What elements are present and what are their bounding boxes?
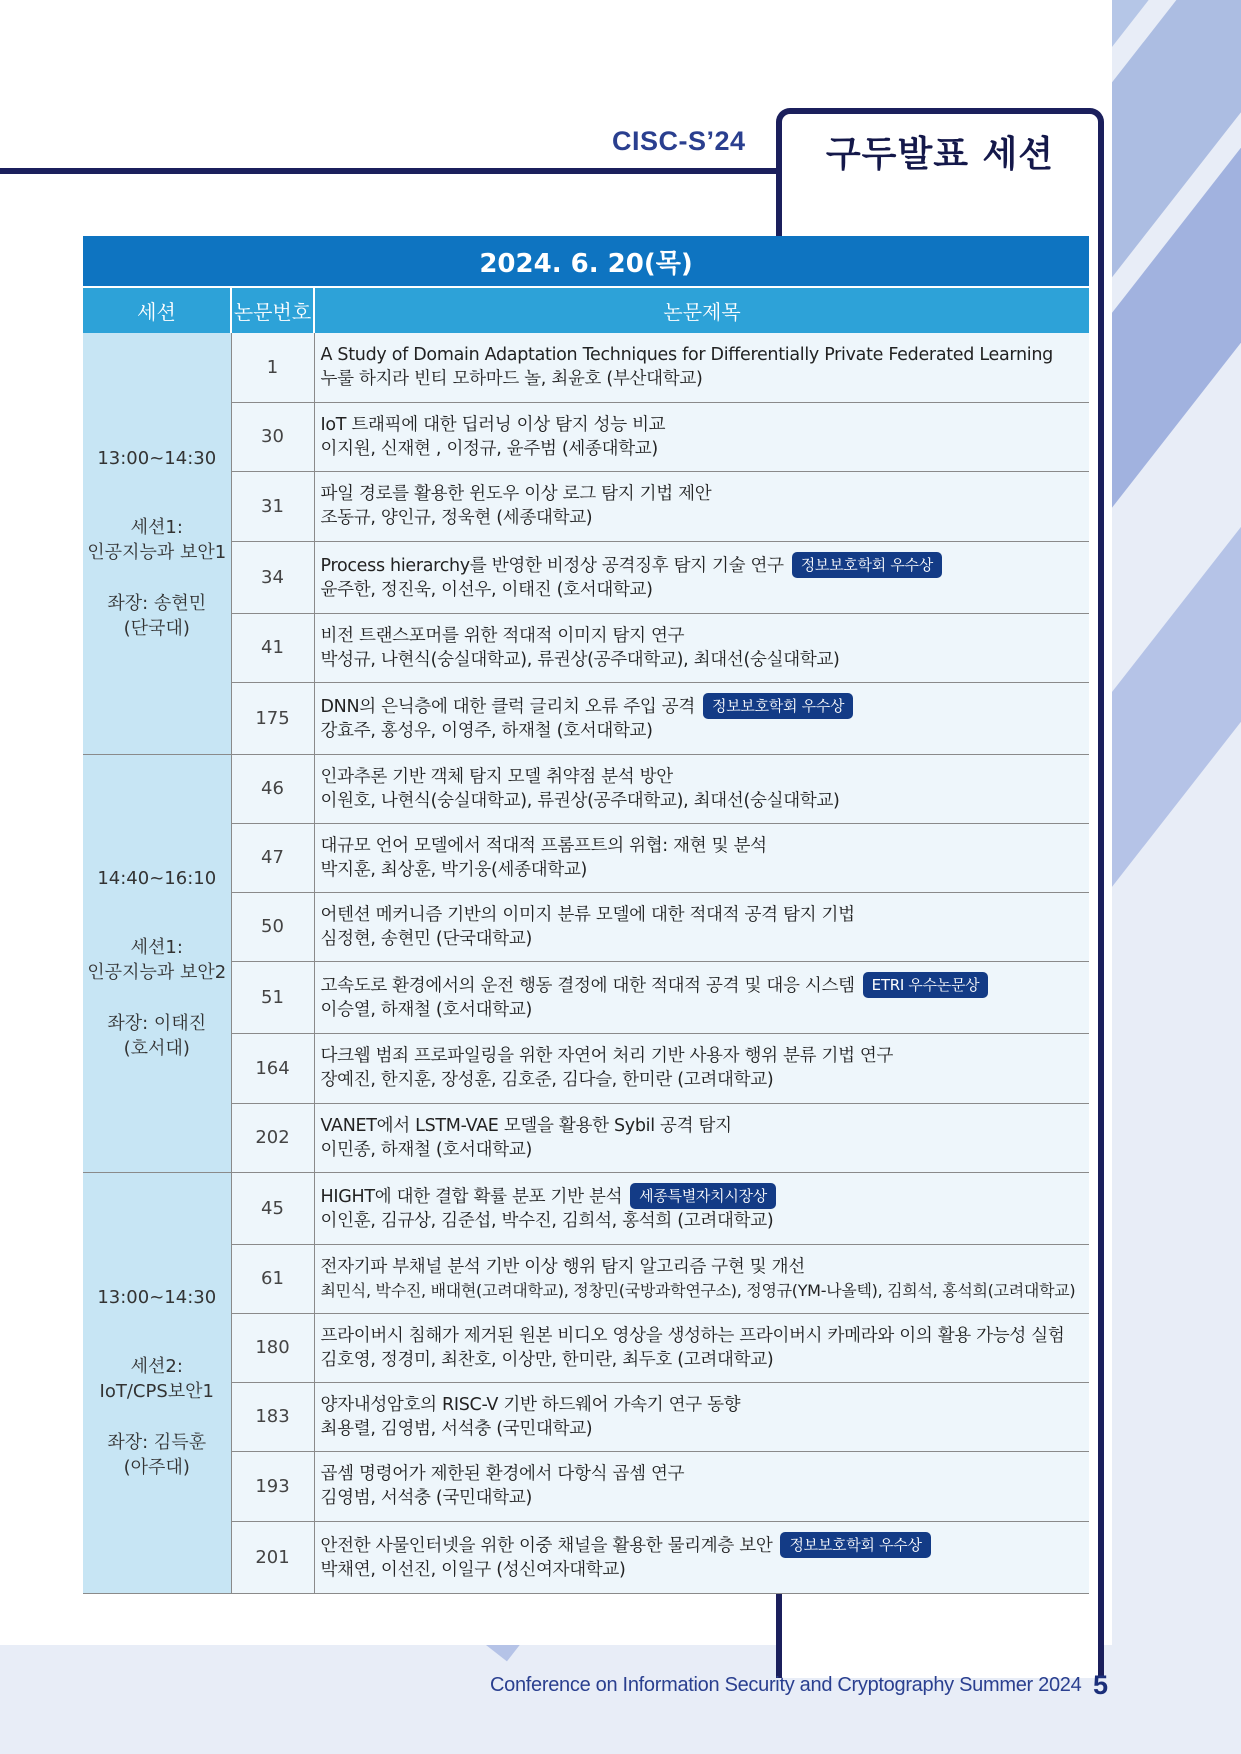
paper-number: 31 [231,471,314,541]
paper-title: 파일 경로를 활용한 윈도우 이상 로그 탐지 기법 제안 [320,484,712,504]
paper-cell [314,892,1089,961]
paper-number: 183 [231,1382,314,1451]
column-header-row [83,287,1089,333]
paper-authors: 박채연, 이선진, 이일구 (성신여자대학교) [320,1560,626,1580]
session-chair-line2: (아주대) [123,1457,190,1478]
paper-title: A Study of Domain Adaptation Techniques for Differentially Private Federated Learning [320,345,1053,366]
paper-number: 175 [231,682,314,754]
paper-number: 180 [231,1313,314,1382]
conference-short-title: CISC-S’24 [612,126,746,156]
paper-title: 대규모 언어 모델에서 적대적 프롬프트의 위협: 재현 및 분석 [320,835,767,856]
footer-conference-name: Conference on Information Security and Cryptography Summer 2024 [490,1674,1082,1696]
column-header-session: 세션 [83,287,231,333]
paper-title: 고속도로 환경에서의 운전 행동 결정에 대한 적대적 공격 및 대응 시스템 [320,976,855,996]
paper-title-line [321,903,1090,927]
paper-title-line [321,693,1090,719]
paper-authors: 심정현, 송현민 (단국대학교) [320,928,532,949]
paper-number: 202 [231,1103,314,1172]
table-row [83,402,1089,471]
paper-cell [314,754,1089,823]
paper-title-line [321,343,1090,367]
schedule-body [83,333,1089,1593]
paper-title-line [321,1393,1090,1417]
paper-cell [314,333,1089,402]
paper-title: 다크웹 범죄 프로파일링을 위한 자연어 처리 기반 사용자 행위 분류 기법 연구 [320,1046,894,1066]
paper-title: IoT 트래픽에 대한 딥러닝 이상 탐지 성능 비교 [320,414,666,435]
session-chair-line1: 좌장: 김득훈 [107,1432,207,1453]
award-badge: 정보보호학회 우수상 [703,693,853,719]
session-time: 13:00~14:30 [97,1287,217,1308]
paper-title-line [321,482,1090,506]
paper-cell [314,1451,1089,1521]
paper-authors: 이인훈, 김규상, 김준섭, 박수진, 김희석, 홍석희 (고려대학교) [320,1211,774,1231]
table-row [83,471,1089,541]
paper-authors: 최민식, 박수진, 배대현(고려대학교), 정창민(국방과학연구소), 정영규(YM-나올텍), 김희석, 홍석희(고려대학교) [320,1280,1076,1300]
paper-authors: 이승열, 하재철 (호서대학교) [320,1000,532,1020]
paper-title: 인과추론 기반 객체 탐지 모델 취약점 분석 방안 [320,766,673,787]
session-cell [83,1172,231,1593]
paper-title: 프라이버시 침해가 제거된 원본 비디오 영상을 생성하는 프라이버시 카메라와 이의 활용 가능성 실험 [320,1325,1065,1346]
column-header-paper-title: 논문제목 [314,287,1089,333]
table-row [83,961,1089,1033]
paper-title: 비전 트랜스포머를 위한 적대적 이미지 탐지 연구 [320,625,685,646]
paper-cell [314,682,1089,754]
paper-title: HIGHT에 대한 결합 확률 분포 기반 분석 [320,1187,623,1207]
session-chair-line2: (호서대) [123,1037,190,1059]
session-cell [83,333,231,754]
paper-authors: 누룰 하지라 빈티 모하마드 놀, 최윤호 (부산대학교) [320,369,703,390]
session-chair-line1: 좌장: 이태진 [107,1012,207,1034]
paper-title: Process hierarchy를 반영한 비정상 공격징후 탐지 기술 연구 [320,556,784,576]
table-row [83,1103,1089,1172]
paper-title-line [321,1255,1090,1279]
paper-cell [314,1382,1089,1451]
page-header [0,0,1241,200]
paper-cell [314,402,1089,471]
paper-title-line [321,1183,1090,1209]
schedule-date: 2024. 6. 20(목) [83,236,1089,287]
award-badge: 정보보호학회 우수상 [792,552,942,578]
paper-title-line [321,1532,1090,1558]
paper-number: 47 [231,823,314,892]
paper-cell [314,1244,1089,1313]
paper-title: 양자내성암호의 RISC-V 기반 하드웨어 가속기 연구 동향 [320,1394,741,1415]
table-row [83,541,1089,613]
session-name-line1: 세션1: [130,936,183,958]
paper-title-line [321,1462,1090,1486]
table-row [83,1451,1089,1521]
paper-number: 45 [231,1172,314,1244]
table-row [83,1521,1089,1593]
paper-cell [314,541,1089,613]
paper-authors: 김호영, 정경미, 최찬호, 이상만, 한미란, 최두호 (고려대학교) [320,1349,774,1370]
session-chair-line1: 좌장: 송현민 [107,592,207,614]
paper-cell [314,1521,1089,1593]
session-name-line2: 인공지능과 보안2 [87,961,227,983]
paper-cell [314,961,1089,1033]
paper-cell [314,1313,1089,1382]
table-row [83,823,1089,892]
session-chair-line2: (단국대) [123,617,190,639]
paper-authors: 박지훈, 최상훈, 박기웅(세종대학교) [320,859,588,880]
table-row [83,613,1089,682]
schedule-table [83,236,1089,1594]
paper-title-line [321,972,1090,998]
paper-title-line [321,624,1090,648]
paper-number: 201 [231,1521,314,1593]
table-row [83,1313,1089,1382]
paper-authors: 장예진, 한지훈, 장성훈, 김호준, 김다슬, 한미란 (고려대학교) [320,1070,774,1090]
paper-number: 51 [231,961,314,1033]
column-header-paper-number: 논문번호 [231,287,314,333]
session-name-line1: 세션2: [130,1356,183,1377]
session-time: 14:40~16:10 [97,867,217,889]
table-row [83,1033,1089,1103]
paper-authors: 박성규, 나현식(숭실대학교), 류권상(공주대학교), 최대선(숭실대학교) [320,649,840,670]
paper-title: 전자기파 부채널 분석 기반 이상 행위 탐지 알고리즘 구현 및 개선 [320,1256,805,1277]
paper-number: 1 [231,333,314,402]
paper-title-line [321,413,1090,437]
award-badge: ETRI 우수논문상 [863,972,989,998]
paper-title: 안전한 사물인터넷을 위한 이중 채널을 활용한 물리계층 보안 [320,1536,773,1556]
paper-title-line [321,1044,1090,1068]
table-row [83,1172,1089,1244]
table-row [83,333,1089,402]
header-rule [0,168,780,174]
paper-title-line [321,834,1090,858]
paper-cell [314,613,1089,682]
paper-number: 41 [231,613,314,682]
paper-cell [314,823,1089,892]
paper-title-line [321,552,1090,578]
paper-title-line [321,1114,1090,1138]
paper-number: 61 [231,1244,314,1313]
paper-cell [314,1103,1089,1172]
session-time: 13:00~14:30 [97,447,217,469]
session-cell [83,754,231,1172]
paper-authors: 최용렬, 김영범, 서석충 (국민대학교) [320,1418,593,1439]
session-name-line2: 인공지능과 보안1 [87,541,227,563]
paper-authors: 조동규, 양인규, 정욱현 (세종대학교) [320,508,593,528]
paper-cell [314,1172,1089,1244]
paper-cell [314,1033,1089,1103]
table-row [83,754,1089,823]
table-row [83,682,1089,754]
paper-authors: 이원호, 나현식(숭실대학교), 류권상(공주대학교), 최대선(숭실대학교) [320,790,840,811]
paper-number: 193 [231,1451,314,1521]
paper-authors: 강효주, 홍성우, 이영주, 하재철 (호서대학교) [320,721,653,741]
paper-number: 34 [231,541,314,613]
paper-authors: 김영범, 서석충 (국민대학교) [320,1488,532,1508]
paper-title-line [321,1324,1090,1348]
section-title: 구두발표 세션 [825,134,1055,175]
session-name-line2: IoT/CPS보안1 [99,1381,214,1402]
paper-title: 곱셈 명령어가 제한된 환경에서 다항식 곱셈 연구 [320,1464,685,1484]
paper-title-line [321,765,1090,789]
paper-title: DNN의 은닉층에 대한 클럭 글리치 오류 주입 공격 [320,697,695,717]
paper-title: 어텐션 메커니즘 기반의 이미지 분류 모델에 대한 적대적 공격 탐지 기법 [320,904,855,925]
table-row [83,892,1089,961]
page-number: 5 [1093,1670,1109,1700]
table-row [83,1244,1089,1313]
paper-cell [314,471,1089,541]
award-badge: 정보보호학회 우수상 [780,1532,930,1558]
paper-authors: 이지원, 신재현 , 이정규, 윤주범 (세종대학교) [320,438,658,459]
paper-number: 164 [231,1033,314,1103]
award-badge: 세종특별자치시장상 [630,1183,776,1209]
table-row [83,1382,1089,1451]
paper-authors: 윤주한, 정진욱, 이선우, 이태진 (호서대학교) [320,580,653,600]
session-name-line1: 세션1: [130,516,183,538]
paper-number: 50 [231,892,314,961]
paper-title: VANET에서 LSTM-VAE 모델을 활용한 Sybil 공격 탐지 [320,1115,732,1136]
paper-number: 46 [231,754,314,823]
paper-number: 30 [231,402,314,471]
paper-authors: 이민종, 하재철 (호서대학교) [320,1139,532,1160]
